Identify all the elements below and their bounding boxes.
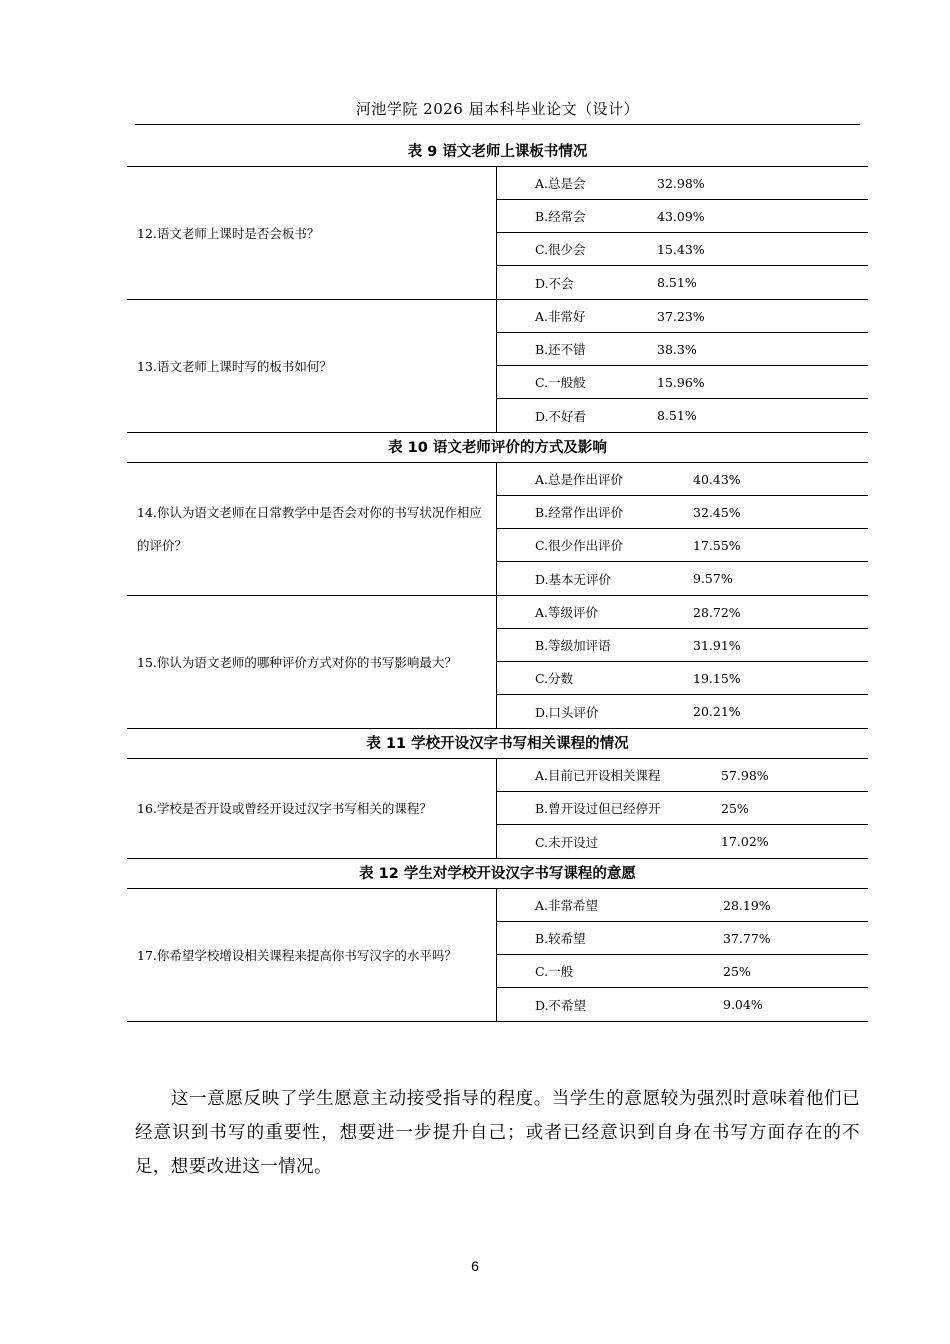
option-percent: 17.02% xyxy=(721,834,769,849)
question-block xyxy=(127,167,868,300)
option-label: B.还不错 xyxy=(535,342,586,357)
option-percent: 8.51% xyxy=(657,275,697,290)
option-row xyxy=(497,463,868,496)
option-percent: 37.77% xyxy=(723,930,771,946)
question-text: 15.你认为语文老师的哪种评价方式对你的书写影响最大？ xyxy=(127,596,497,728)
option-row xyxy=(497,955,868,988)
option-percent: 19.15% xyxy=(693,670,741,686)
option-row xyxy=(497,825,868,858)
option-label: B.较希望 xyxy=(535,931,586,946)
option-row xyxy=(497,662,868,695)
options-list xyxy=(497,167,868,299)
option-row xyxy=(497,300,868,333)
options-list xyxy=(497,300,868,432)
option-percent: 37.23% xyxy=(657,308,705,324)
option-label: A.非常希望 xyxy=(535,898,599,913)
option-row xyxy=(497,759,868,792)
option-label: B.等级加评语 xyxy=(535,638,611,653)
question-text: 17.你希望学校增设相关课程来提高你书写汉字的水平吗？ xyxy=(127,889,497,1021)
option-row xyxy=(497,629,868,662)
option-row xyxy=(497,889,868,922)
table-title: 表 12 学生对学校开设汉字书写课程的意愿 xyxy=(127,859,868,889)
option-label: D.不希望 xyxy=(535,997,587,1013)
option-row xyxy=(497,922,868,955)
option-percent: 43.09% xyxy=(657,208,705,224)
option-row xyxy=(497,496,868,529)
option-label: A.总是会 xyxy=(535,176,586,191)
option-label: B.经常作出评价 xyxy=(535,505,624,520)
question-block xyxy=(127,596,868,729)
option-label: C.很少会 xyxy=(535,242,586,257)
option-percent: 20.21% xyxy=(693,704,741,719)
option-label: A.非常好 xyxy=(535,309,586,324)
option-row xyxy=(497,167,868,200)
option-label: A.总是作出评价 xyxy=(535,472,624,487)
option-row xyxy=(497,562,868,595)
option-percent: 9.04% xyxy=(723,997,763,1012)
option-label: C.一般 xyxy=(535,964,574,979)
option-percent: 25% xyxy=(723,963,751,979)
option-row xyxy=(497,333,868,366)
question-text: 12.语文老师上课时是否会板书？ xyxy=(127,167,497,299)
option-row xyxy=(497,399,868,432)
option-label: D.不好看 xyxy=(535,408,587,424)
question-block xyxy=(127,759,868,859)
page-number: 6 xyxy=(471,1258,479,1274)
option-row xyxy=(497,596,868,629)
option-row xyxy=(497,233,868,266)
option-label: C.很少作出评价 xyxy=(535,538,624,553)
option-row xyxy=(497,792,868,825)
option-percent: 40.43% xyxy=(693,471,741,487)
option-percent: 28.72% xyxy=(693,604,741,620)
question-block xyxy=(127,300,868,433)
option-label: D.不会 xyxy=(535,275,574,291)
option-percent: 25% xyxy=(721,800,749,816)
body-paragraph: 这一意愿反映了学生愿意主动接受指导的程度。当学生的意愿较为强烈时意味着他们已经意识到书写的重要性，想要进一步提升自己；或者已经意识到自身在书写方面存在的不足，想要改进这一情况。 xyxy=(135,1088,860,1177)
option-row xyxy=(497,366,868,399)
option-row xyxy=(497,529,868,562)
option-label: C.一般般 xyxy=(535,375,586,390)
options-list xyxy=(497,759,868,858)
option-percent: 17.55% xyxy=(693,537,741,553)
option-label: B.曾开设过但已经停开 xyxy=(535,801,661,816)
option-label: C.未开设过 xyxy=(535,834,599,850)
option-label: A.等级评价 xyxy=(535,605,599,620)
table-title: 表 11 学校开设汉字书写相关课程的情况 xyxy=(127,729,868,759)
option-label: D.口头评价 xyxy=(535,704,599,720)
option-percent: 32.45% xyxy=(693,504,741,520)
option-label: C.分数 xyxy=(535,671,574,686)
option-percent: 9.57% xyxy=(693,571,733,586)
option-row xyxy=(497,695,868,728)
table-title: 表 9 语文老师上课板书情况 xyxy=(127,137,868,167)
option-label: B.经常会 xyxy=(535,209,586,224)
option-row xyxy=(497,266,868,299)
option-percent: 31.91% xyxy=(693,637,741,653)
options-list xyxy=(497,596,868,728)
option-percent: 15.96% xyxy=(657,374,705,390)
option-percent: 57.98% xyxy=(721,767,769,783)
question-text: 14.你认为语文老师在日常教学中是否会对你的书写状况作相应的评价？ xyxy=(127,463,497,595)
option-percent: 15.43% xyxy=(657,241,705,257)
option-percent: 8.51% xyxy=(657,408,697,423)
option-row xyxy=(497,200,868,233)
options-list xyxy=(497,463,868,595)
question-text: 16.学校是否开设或曾经开设过汉字书写相关的课程？ xyxy=(127,759,497,858)
question-block xyxy=(127,463,868,596)
option-percent: 38.3% xyxy=(657,341,697,357)
option-row xyxy=(497,988,868,1021)
question-block xyxy=(127,889,868,1022)
page-header: 河池学院 2026 届本科毕业论文（设计） xyxy=(355,100,640,118)
header-rule xyxy=(135,124,860,125)
option-percent: 28.19% xyxy=(723,897,771,913)
survey-tables xyxy=(127,137,868,1022)
table-title: 表 10 语文老师评价的方式及影响 xyxy=(127,433,868,463)
question-text: 13.语文老师上课时写的板书如何？ xyxy=(127,300,497,432)
option-percent: 32.98% xyxy=(657,175,705,191)
options-list xyxy=(497,889,868,1021)
option-label: A.目前已开设相关课程 xyxy=(535,768,661,783)
option-label: D.基本无评价 xyxy=(535,571,612,587)
